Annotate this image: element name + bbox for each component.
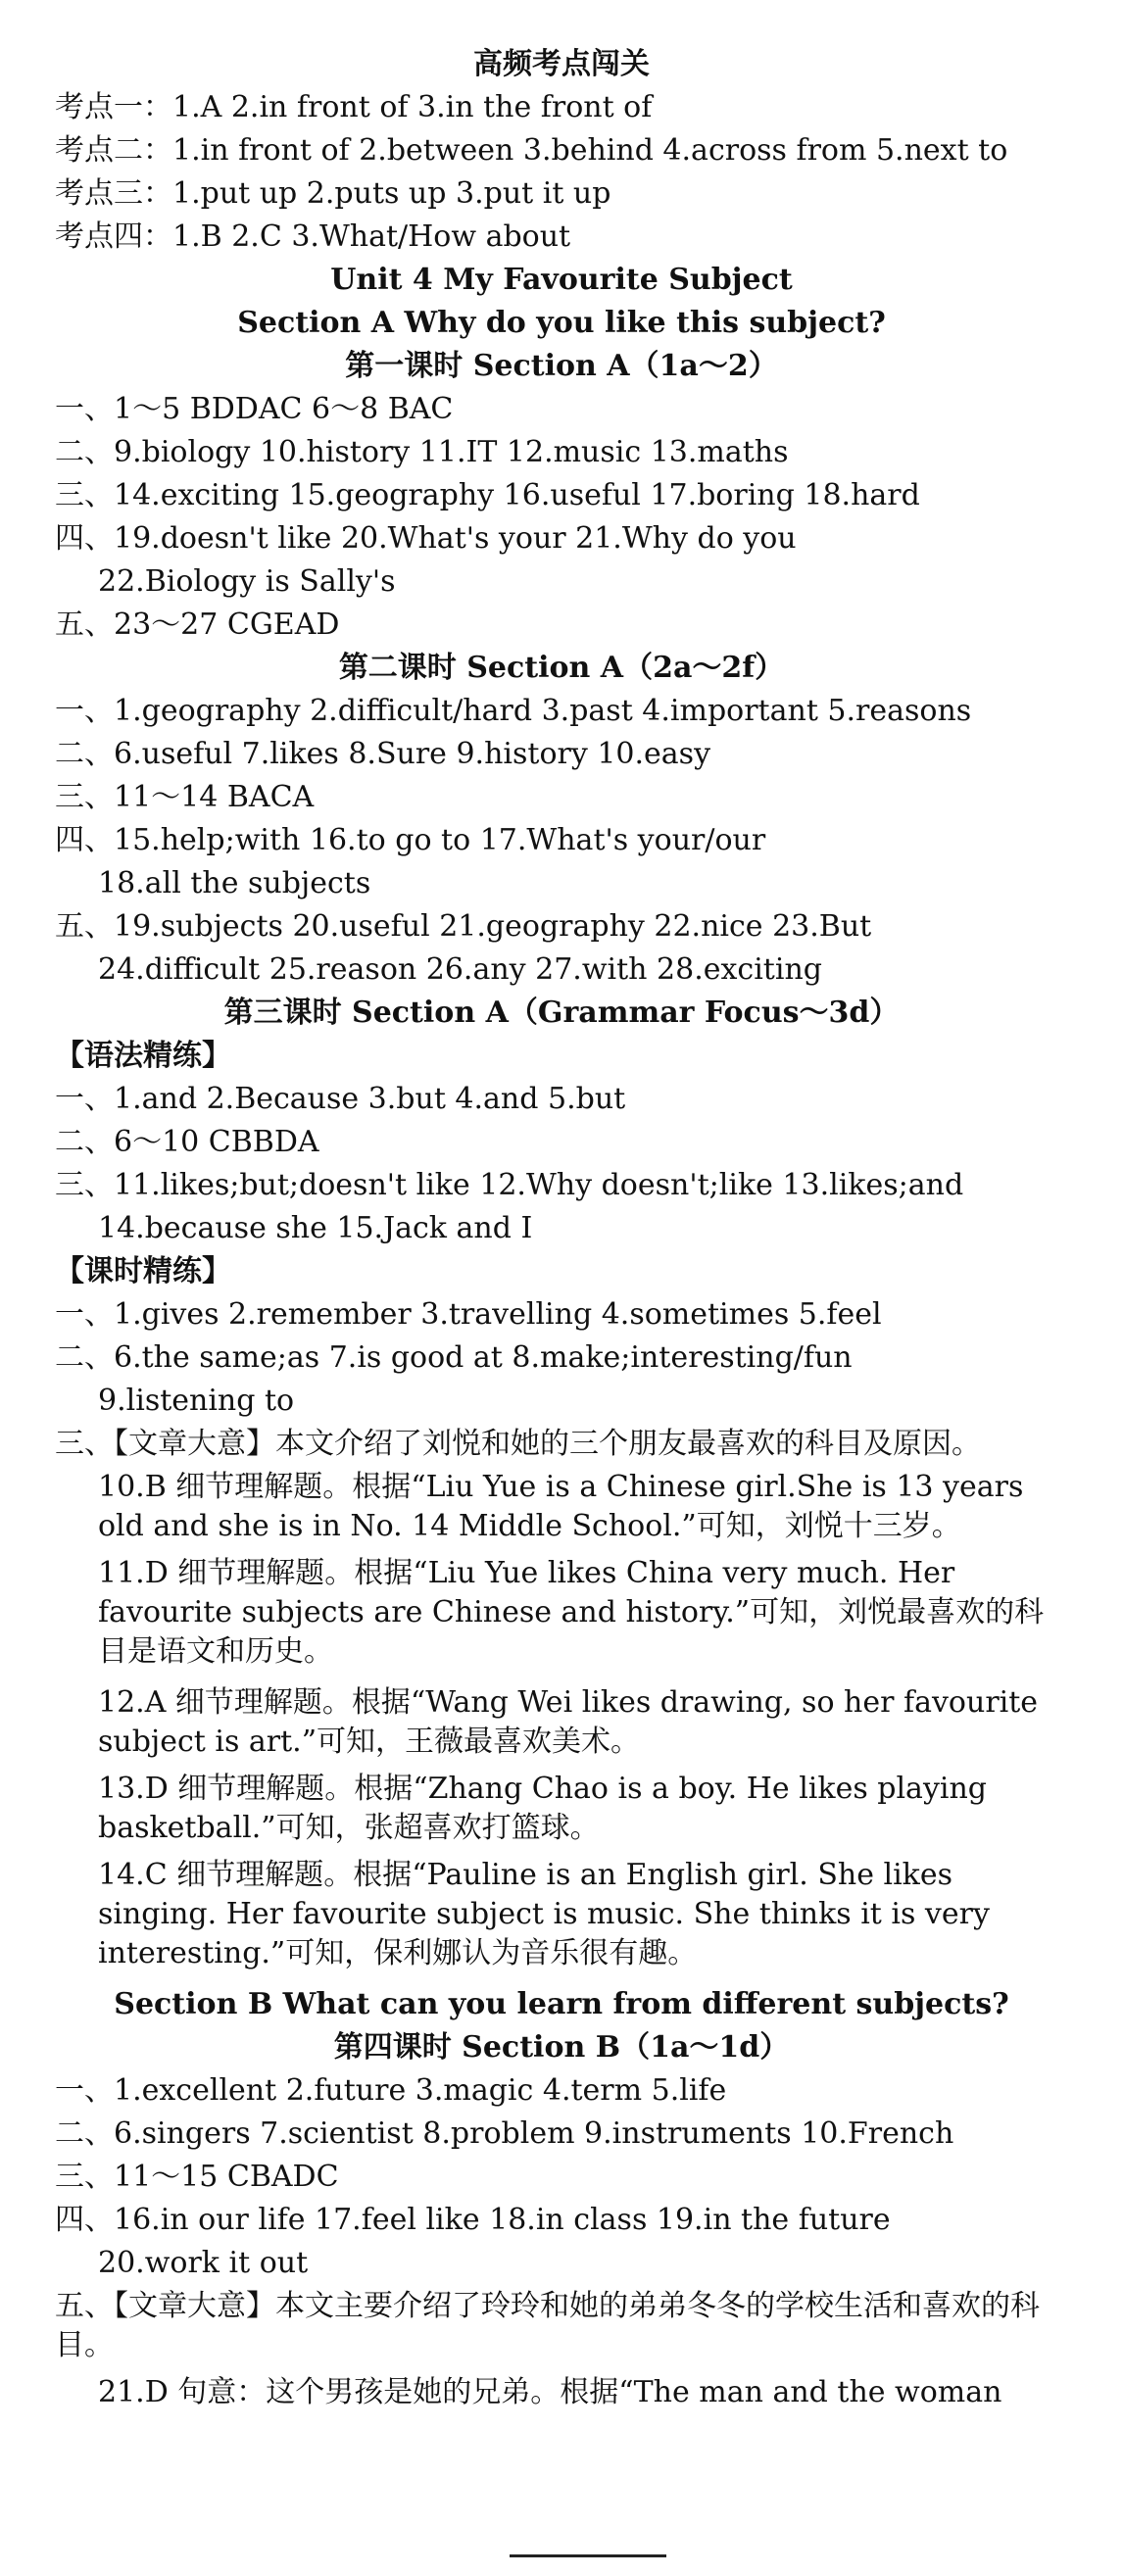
text-line: 第二课时 Section A（2a～2f） bbox=[338, 651, 785, 685]
text-line: 五、【文章大意】本文主要介绍了玲玲和她的弟弟冬冬的学校生活和喜欢的科目。 bbox=[55, 2289, 1040, 2362]
text-line: 二、6～10 CBBDA bbox=[55, 1125, 319, 1159]
text-line: 一、1.geography 2.difficult/hard 3.past 4.important 5.reasons bbox=[55, 694, 972, 728]
text-line: 四、16.in our life 17.feel like 18.in class 19.in the future bbox=[55, 2203, 891, 2237]
text-line: Unit 4 My Favourite Subject bbox=[330, 263, 793, 297]
text-line: 五、23～27 CGEAD bbox=[55, 608, 340, 642]
text-line: 考点三：1.put up 2.puts up 3.put it up bbox=[55, 176, 611, 211]
text-line: 18.all the subjects bbox=[98, 866, 371, 900]
text-line: 【课时精练】 bbox=[55, 1254, 231, 1288]
text-line: 高频考点闯关 bbox=[473, 47, 650, 81]
footer-rule bbox=[510, 2554, 666, 2557]
text-line: 一、1.and 2.Because 3.but 4.and 5.but bbox=[55, 1082, 626, 1116]
text-line: 10.B 细节理解题。根据“Liu Yue is a Chinese girl.She is 13 years old and she is in No. 14 Middle School.”可知，刘悦十三岁。 bbox=[98, 1470, 1024, 1543]
text-line: 第三课时 Section A（Grammar Focus～3d） bbox=[223, 996, 900, 1030]
text-line: 一、1～5 BDDAC 6～8 BAC bbox=[55, 392, 454, 426]
text-line: 20.work it out bbox=[98, 2246, 309, 2280]
text-line: 第四课时 Section B（1a～1d） bbox=[333, 2030, 790, 2065]
text-line: 22.Biology is Sally's bbox=[98, 564, 396, 599]
text-line: 三、14.exciting 15.geography 16.useful 17.boring 18.hard bbox=[55, 478, 920, 512]
text-line: 【语法精练】 bbox=[55, 1039, 231, 1073]
text-line: Section A Why do you like this subject? bbox=[237, 306, 886, 340]
text-line: 考点二：1.in front of 2.between 3.behind 4.across from 5.next to bbox=[55, 133, 1008, 168]
text-line: 二、6.useful 7.likes 8.Sure 9.history 10.easy bbox=[55, 737, 711, 771]
text-line: 11.D 细节理解题。根据“Liu Yue likes China very much. Her favourite subjects are Chinese and history.”可知，刘悦最喜欢的科目是语文和历史。 bbox=[98, 1556, 1045, 1669]
text-line: 三、【文章大意】本文介绍了刘悦和她的三个朋友最喜欢的科目及原因。 bbox=[55, 1427, 981, 1461]
text-line: 12.A 细节理解题。根据“Wang Wei likes drawing, so her favourite subject is art.”可知，王薇最喜欢美术。 bbox=[98, 1685, 1039, 1759]
text-line: 二、6.singers 7.scientist 8.problem 9.instruments 10.French bbox=[55, 2116, 954, 2151]
text-line: 14.because she 15.Jack and I bbox=[98, 1211, 533, 1245]
text-line: 14.C 细节理解题。根据“Pauline is an English girl. She likes singing. Her favourite subject is music. She thinks it is very interesting.”可知，保利娜认为音乐很有趣。 bbox=[98, 1858, 990, 1970]
text-line: 考点一：1.A 2.in front of 3.in the front of bbox=[55, 90, 653, 124]
text-line: 三、11～15 CBADC bbox=[55, 2160, 339, 2194]
text-line: 第一课时 Section A（1a～2） bbox=[345, 349, 778, 383]
text-line: 四、15.help;with 16.to go to 17.What's your/our bbox=[55, 823, 766, 857]
text-line: 三、11～14 BACA bbox=[55, 780, 315, 814]
text-line: 9.listening to bbox=[98, 1384, 295, 1418]
text-line: 五、19.subjects 20.useful 21.geography 22.nice 23.But bbox=[55, 909, 872, 944]
text-line: 二、9.biology 10.history 11.IT 12.music 13.maths bbox=[55, 435, 789, 469]
text-line: 四、19.doesn't like 20.What's your 21.Why do you bbox=[55, 521, 797, 556]
text-line: Section B What can you learn from different subjects? bbox=[114, 1987, 1009, 2021]
text-line: 21.D 句意：这个男孩是她的兄弟。根据“The man and the woman bbox=[98, 2375, 1002, 2409]
text-line: 13.D 细节理解题。根据“Zhang Chao is a boy. He likes playing basketball.”可知，张超喜欢打篮球。 bbox=[98, 1772, 988, 1845]
text-line: 一、1.gives 2.remember 3.travelling 4.sometimes 5.feel bbox=[55, 1297, 882, 1332]
text-line: 一、1.excellent 2.future 3.magic 4.term 5.life bbox=[55, 2073, 727, 2108]
text-line: 二、6.the same;as 7.is good at 8.make;interesting/fun bbox=[55, 1340, 853, 1375]
text-line: 三、11.likes;but;doesn't like 12.Why doesn't;like 13.likes;and bbox=[55, 1168, 964, 1202]
text-line: 24.difficult 25.reason 26.any 27.with 28.exciting bbox=[98, 952, 822, 987]
text-line: 考点四：1.B 2.C 3.What/How about bbox=[55, 219, 571, 254]
